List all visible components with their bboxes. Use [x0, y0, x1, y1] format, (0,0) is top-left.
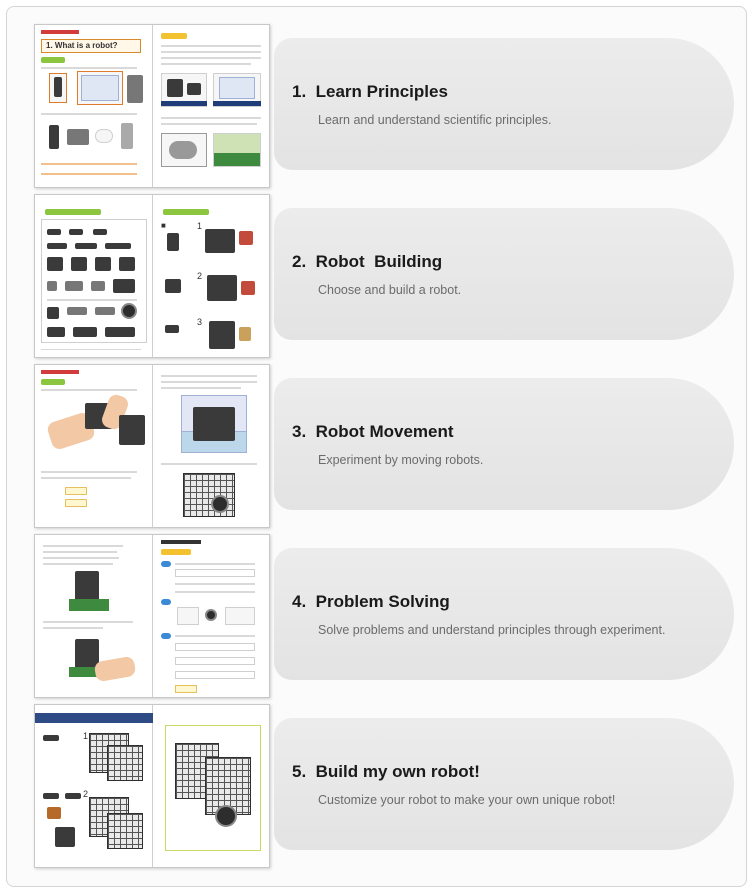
step-robot-building — [34, 194, 734, 358]
worksheet-thumbnail — [34, 534, 270, 698]
step-title: 2. Robot Building — [292, 252, 443, 271]
worksheet-thumbnail — [34, 364, 270, 528]
step-title: 4. Problem Solving — [292, 592, 450, 611]
step-title: 5. Build my own robot! — [292, 762, 480, 781]
worksheet-page-right — [153, 705, 270, 868]
worksheet-page-right — [153, 535, 270, 698]
worksheet-thumbnail — [34, 194, 270, 358]
step-card — [274, 208, 734, 340]
worksheet-page-left: 1 2 — [35, 705, 153, 868]
step-card — [274, 718, 734, 850]
step-learn-principles — [34, 24, 734, 188]
steps-panel — [6, 6, 747, 887]
worksheet-page-left — [35, 25, 153, 188]
step-description: Choose and build a robot. — [318, 283, 462, 297]
worksheet-thumbnail — [34, 24, 270, 188]
step-description: Learn and understand scientific principles. — [318, 113, 552, 127]
step-build-own-robot — [34, 704, 734, 868]
step-description: Experiment by moving robots. — [318, 453, 484, 467]
step-card — [274, 378, 734, 510]
worksheet-page-right — [153, 365, 270, 528]
step-title: 3. Robot Movement — [292, 422, 454, 441]
step-description: Customize your robot to make your own unique robot! — [318, 793, 616, 807]
worksheet-page-left — [35, 535, 153, 698]
step-title: 1. Learn Principles — [292, 82, 448, 101]
worksheet-page-left — [35, 195, 153, 358]
step-description: Solve problems and understand principles through experiment. — [318, 623, 666, 637]
worksheet-heading: 1. What is a robot? — [46, 41, 118, 50]
step-problem-solving — [34, 534, 734, 698]
worksheet-page-right — [153, 25, 270, 188]
step-card — [274, 548, 734, 680]
worksheet-page-right: 1 ■ 2 3 — [153, 195, 270, 358]
worksheet-thumbnail — [34, 704, 270, 868]
step-robot-movement — [34, 364, 734, 528]
worksheet-page-left — [35, 365, 153, 528]
step-card — [274, 38, 734, 170]
